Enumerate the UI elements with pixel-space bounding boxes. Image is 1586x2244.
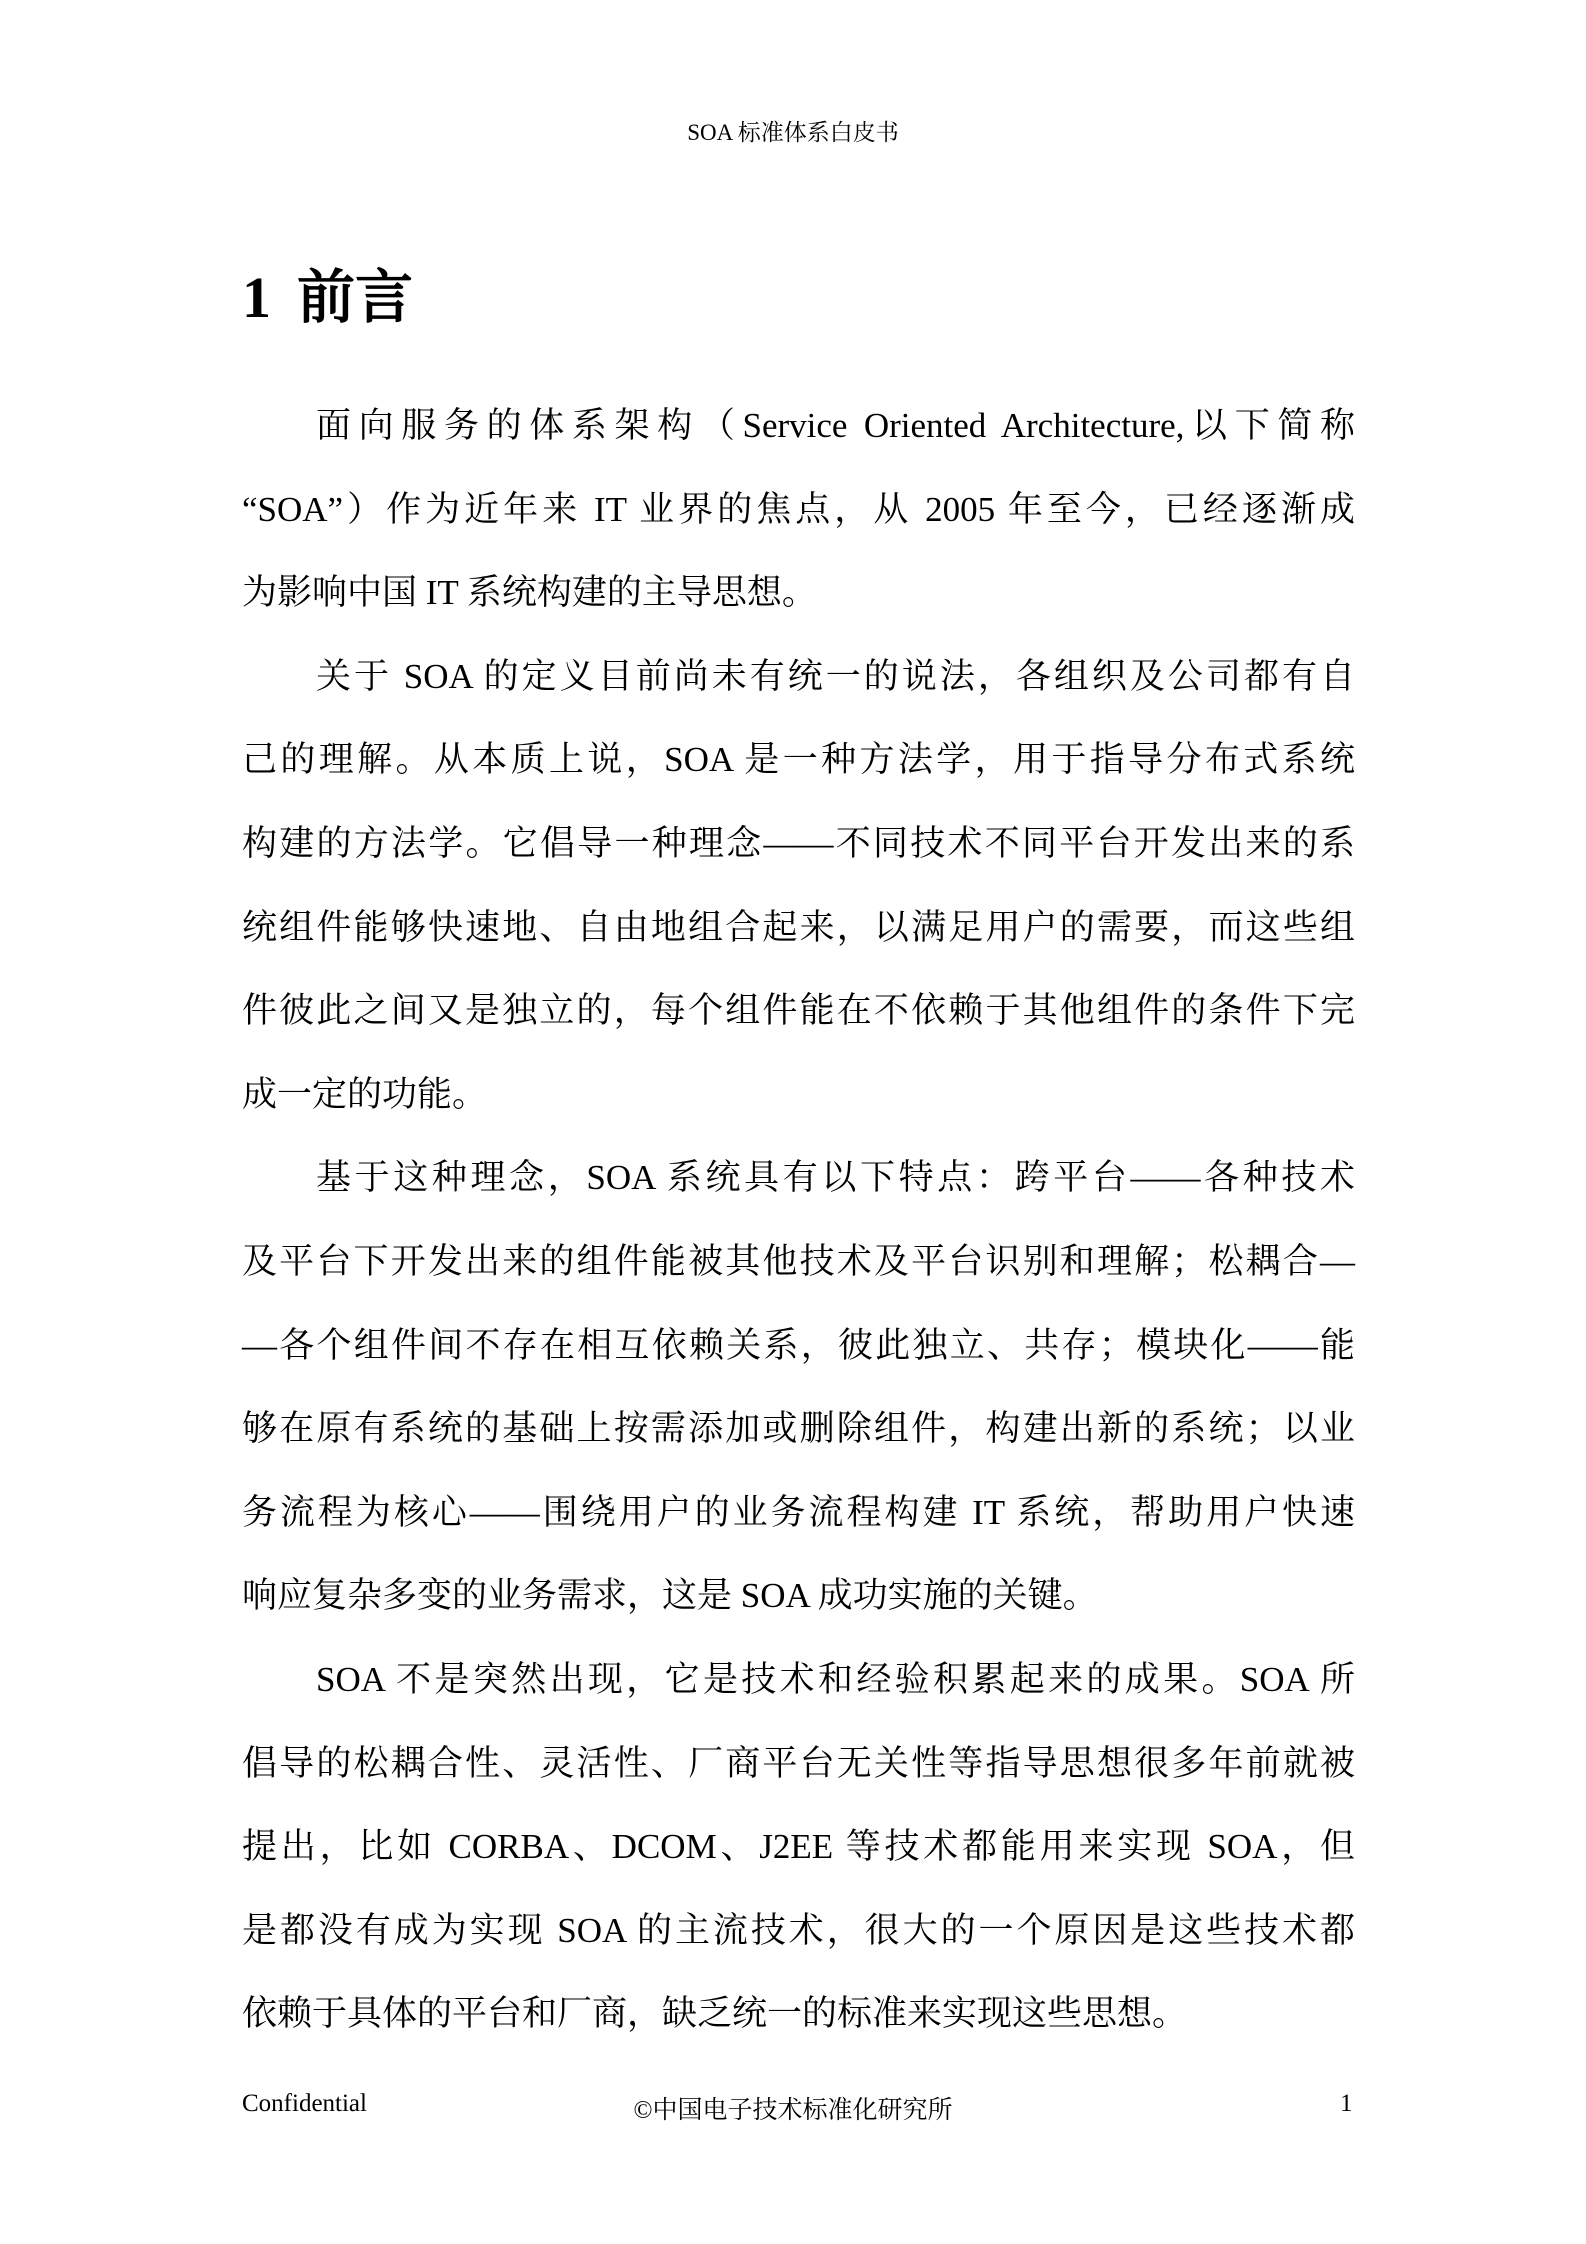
paragraph-4-line: SOA 不是突然出现，它是技术和经验积累起来的成果。SOA 所 [316, 1660, 1355, 1699]
footer-confidential: Confidential [242, 2090, 367, 2117]
section-heading [242, 250, 413, 334]
paragraph-4-line: 是都没有成为实现 SOA 的主流技术，很大的一个原因是这些技术都 [242, 1910, 1355, 1950]
paragraph-2-line: 成一定的功能。 [242, 1074, 488, 1114]
paragraph-3-line: 基于这种理念，SOA 系统具有以下特点：跨平台——各种技术 [316, 1158, 1355, 1198]
paragraph-2-line: 关于 SOA 的定义目前尚未有统一的说法，各组织及公司都有自 [316, 656, 1355, 696]
page-number: 1 [1340, 2090, 1353, 2117]
paragraph-4-line: 提出，比如 CORBA、DCOM、J2EE 等技术都能用来实现 SOA，但 [242, 1827, 1355, 1867]
section-title: 前言 [297, 265, 414, 330]
paragraph-3-line: 响应复杂多变的业务需求，这是 SOA 成功实施的关键。 [242, 1576, 1098, 1616]
paragraph-3-line: 够在原有系统的基础上按需添加或删除组件，构建出新的系统；以业 [242, 1409, 1355, 1449]
paragraph-1-line: 面向服务的体系架构（Service Oriented Architecture,以下简称 [316, 406, 1355, 445]
paragraph-4-line: 依赖于具体的平台和厂商，缺乏统一的标准来实现这些思想。 [242, 1994, 1188, 2034]
running-header: SOA 标准体系白皮书 [687, 120, 899, 145]
paragraph-3-line: 及平台下开发出来的组件能被其他技术及平台识别和理解；松耦合— [242, 1242, 1355, 1281]
paragraph-2-line: 统组件能够快速地、自由地组合起来，以满足用户的需要，而这些组 [242, 907, 1355, 947]
paragraph-3-line: 务流程为核心——围绕用户的业务流程构建 IT 系统，帮助用户快速 [242, 1492, 1355, 1532]
footer-copyright: ©中国电子技术标准化研究所 [633, 2097, 953, 2124]
section-number: 1 [242, 265, 271, 330]
paragraph-1-line: 为影响中国 IT 系统构建的主导思想。 [242, 573, 817, 613]
paragraph-2-line: 构建的方法学。它倡导一种理念——不同技术不同平台开发出来的系 [242, 824, 1355, 863]
paragraph-3-line: —各个组件间不存在相互依赖关系，彼此独立、共存；模块化——能 [242, 1325, 1355, 1365]
paragraph-2-line: 件彼此之间又是独立的，每个组件能在不依赖于其他组件的条件下完 [242, 991, 1355, 1031]
paragraph-2-line: 己的理解。从本质上说，SOA 是一种方法学，用于指导分布式系统 [242, 740, 1355, 780]
paragraph-1-line: “SOA”）作为近年来 IT 业界的焦点，从 2005 年至今，已经逐渐成 [242, 489, 1355, 529]
paragraph-4-line: 倡导的松耦合性、灵活性、厂商平台无关性等指导思想很多年前就被 [242, 1743, 1355, 1783]
